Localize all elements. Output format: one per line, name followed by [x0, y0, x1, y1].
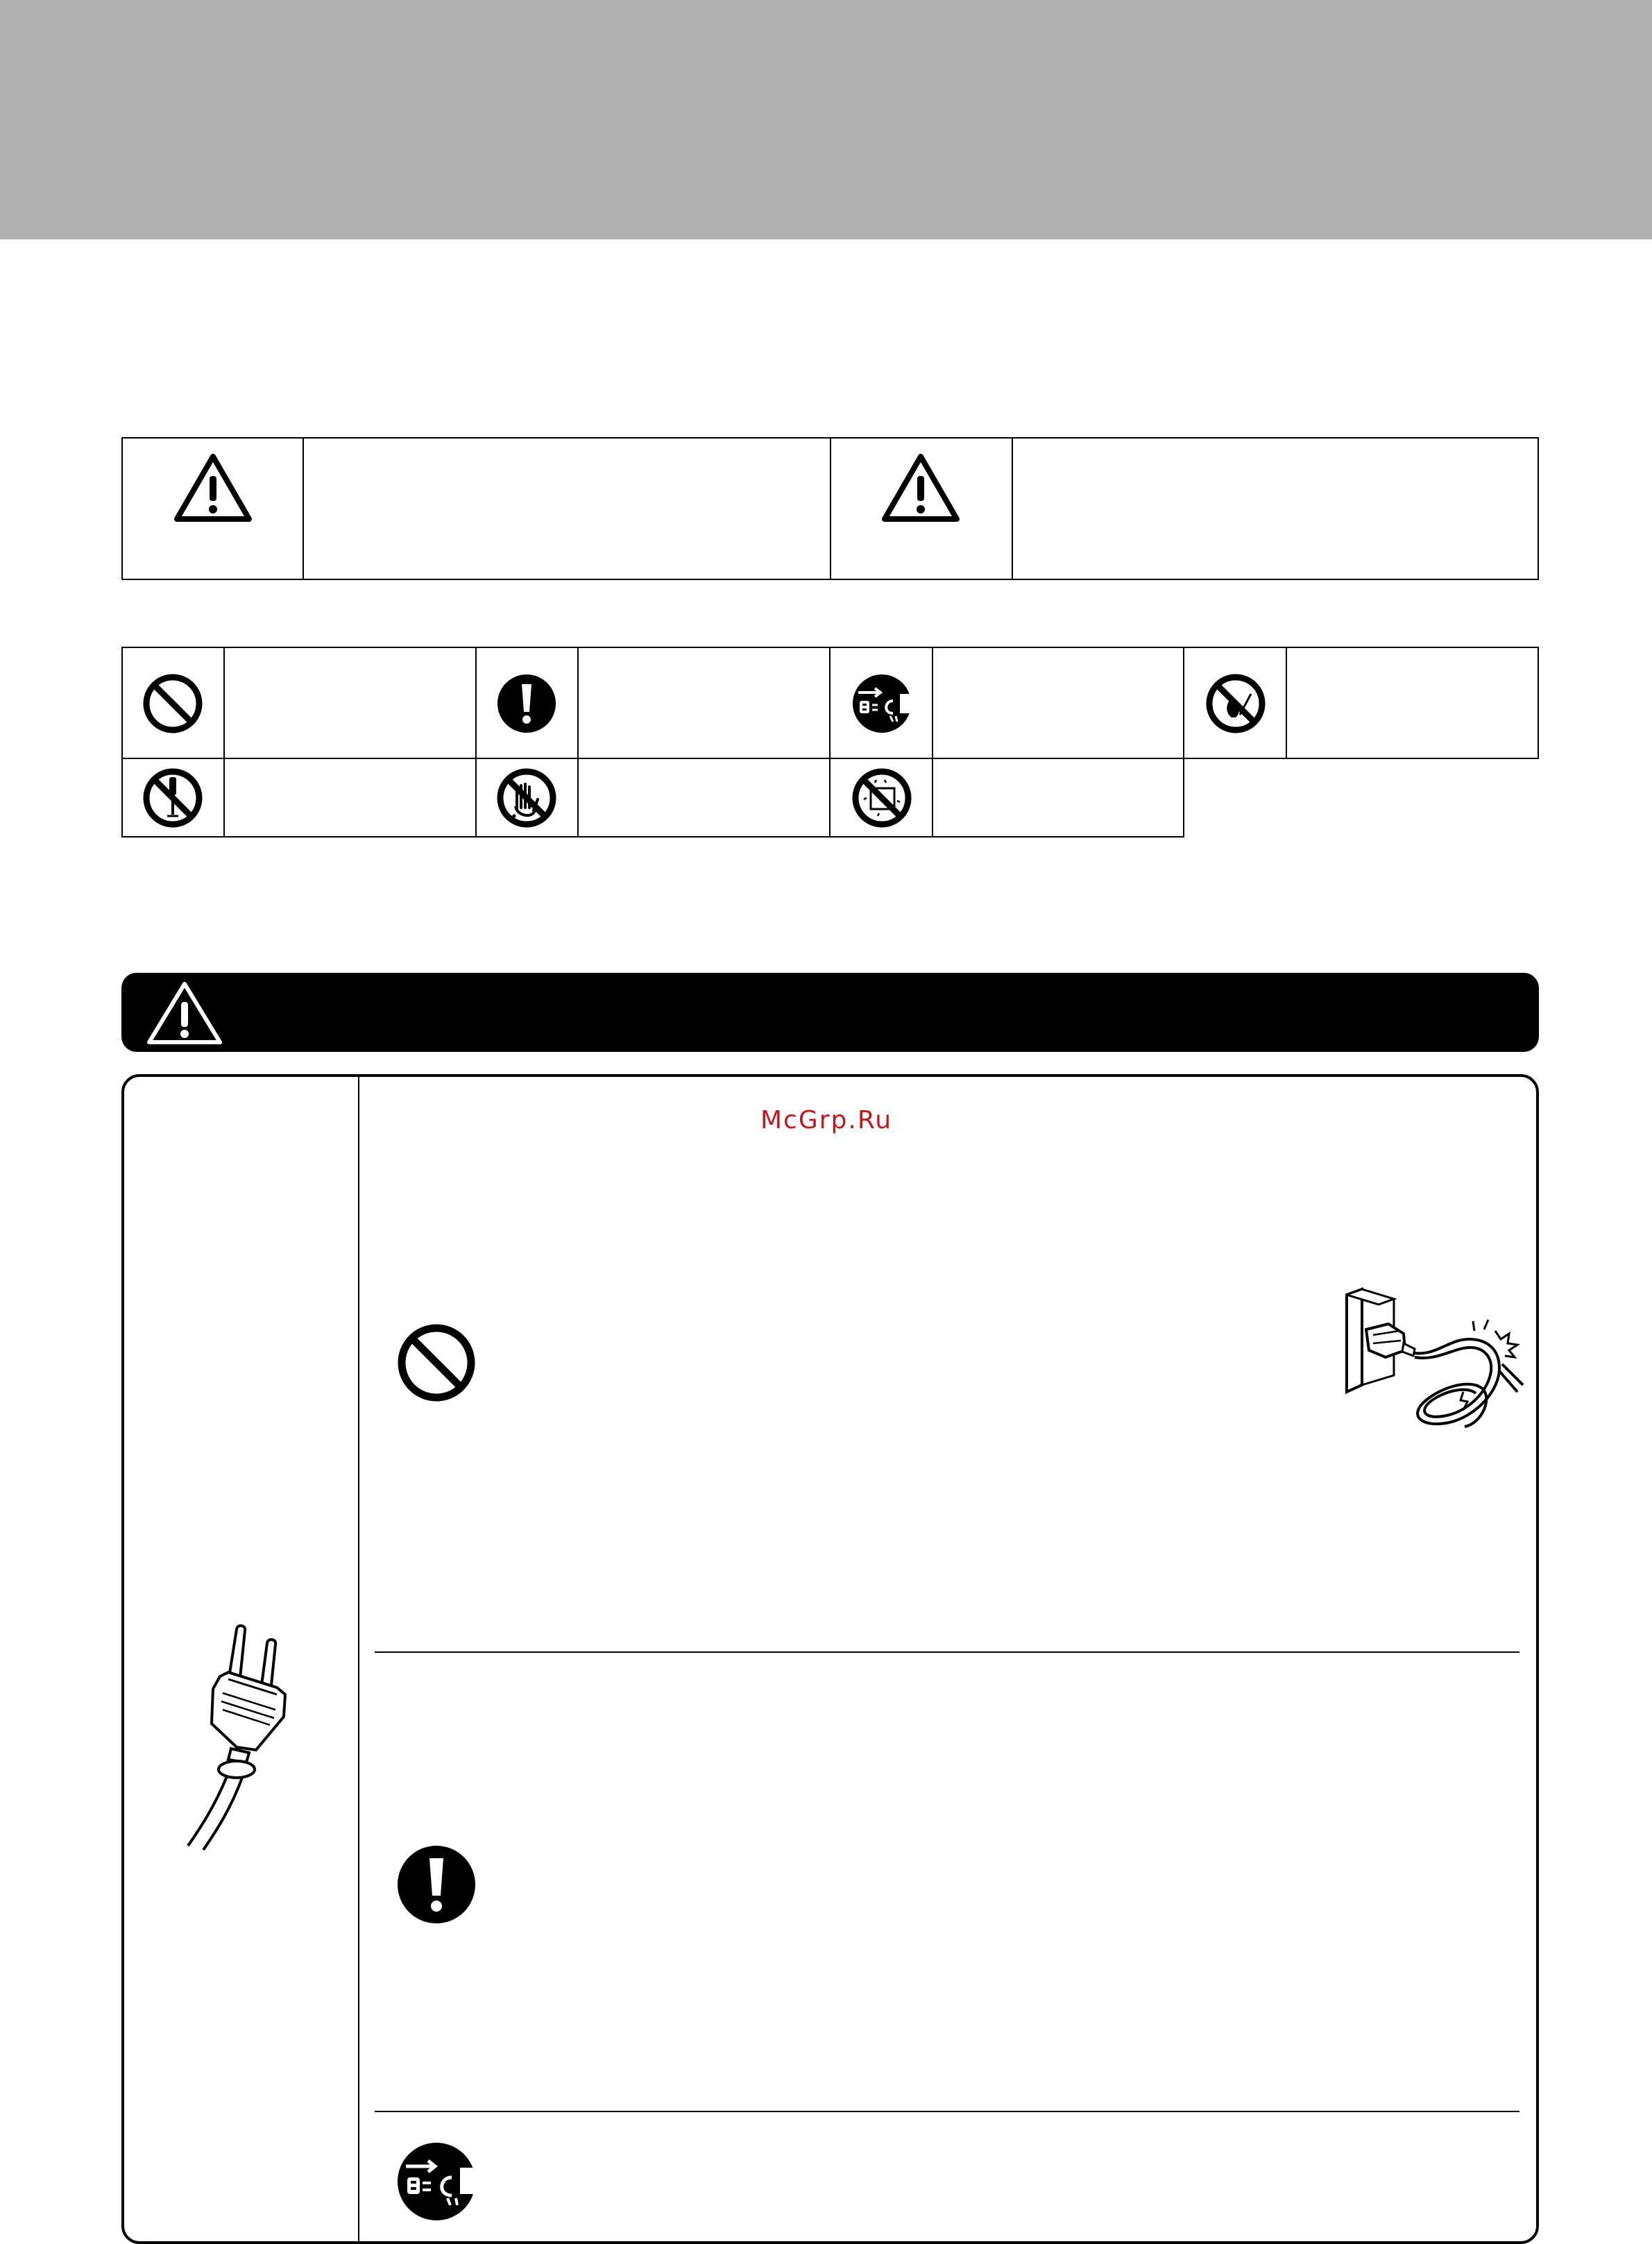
- prohibition-icon: [396, 1323, 477, 1403]
- caution-triangle-icon: [880, 452, 961, 523]
- power-plug-icon: [173, 1606, 312, 1862]
- warning-level-table: [121, 437, 1539, 580]
- warning-triangle-icon: [144, 978, 225, 1048]
- unplug-icon: [396, 2141, 477, 2222]
- warning-instructions-panel: [121, 1074, 1539, 2244]
- no-fire-icon: [1205, 673, 1266, 734]
- mandatory-action-icon: [496, 673, 557, 734]
- damaged-cord-icon: [1345, 1281, 1526, 1440]
- no-disassembly-icon: [142, 767, 203, 828]
- mandatory-action-icon: [396, 1844, 477, 1925]
- warning-banner: [121, 973, 1539, 1052]
- no-wet-hands-icon: [496, 767, 557, 828]
- unplug-icon: [851, 673, 912, 734]
- no-water-icon: [851, 767, 912, 828]
- header-band: [0, 0, 1652, 239]
- warning-triangle-icon: [173, 452, 253, 523]
- watermark: McGrp.Ru: [760, 1106, 893, 1134]
- safety-symbols-legend: [121, 647, 1539, 838]
- prohibition-icon: [142, 673, 203, 734]
